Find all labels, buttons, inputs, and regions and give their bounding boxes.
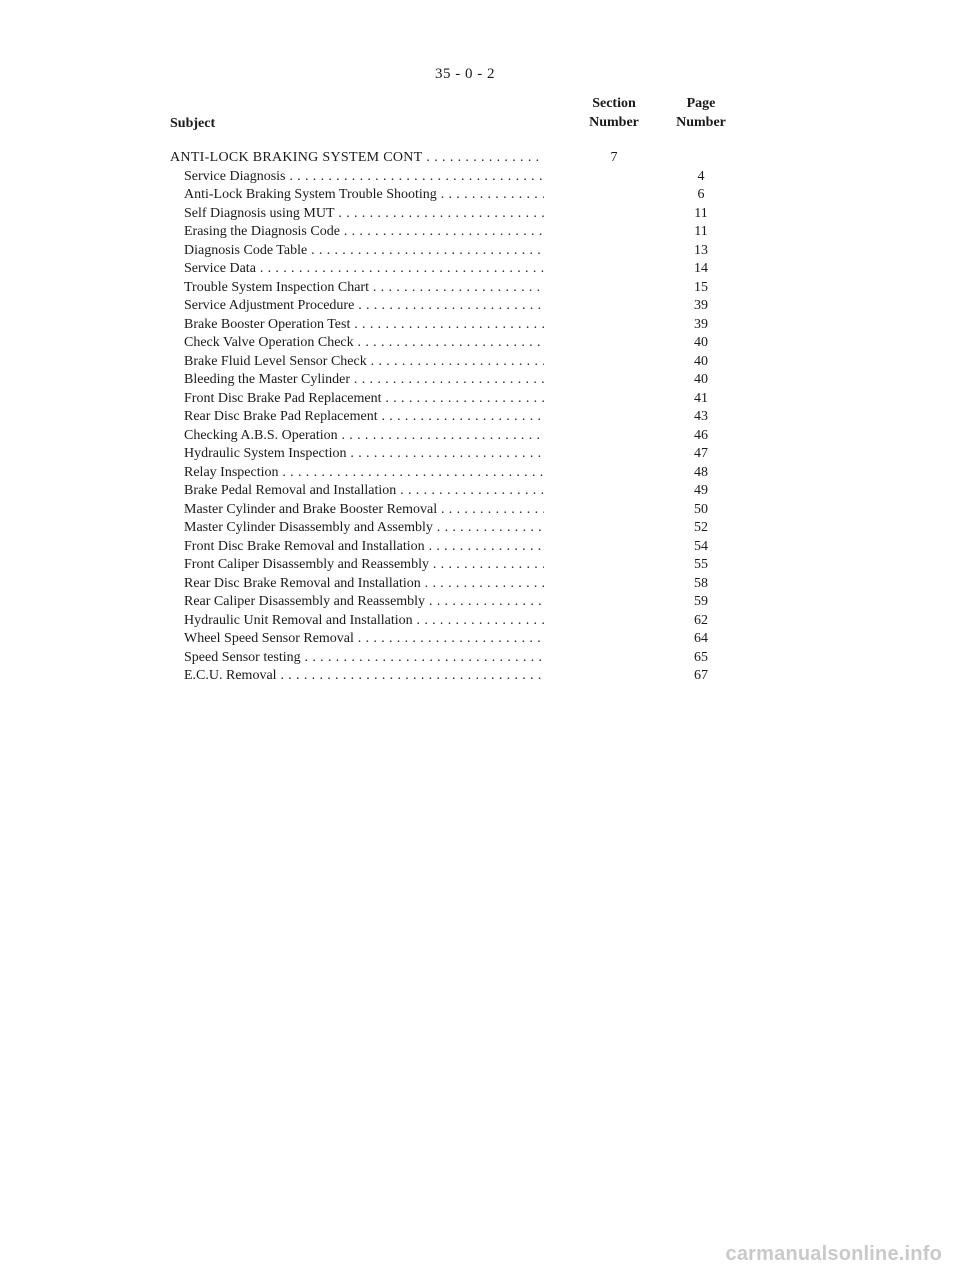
toc-row <box>0 612 960 631</box>
toc-page-number: 41 <box>694 390 708 406</box>
toc-entry-title: Front Caliper Disassembly and Reassembly . . . <box>184 556 544 575</box>
toc-page-number: 50 <box>694 501 708 517</box>
page-header-line-1: Page <box>686 96 716 111</box>
toc-row <box>0 334 960 353</box>
toc-entry-title: Master Cylinder Disassembly and Assembly . . . <box>184 519 544 538</box>
toc-page-number: 47 <box>694 446 708 461</box>
toc-page-number: 4 <box>697 168 705 184</box>
toc-row <box>0 223 960 242</box>
toc-entry-title: Brake Pedal Removal and Installation . . . <box>184 482 544 501</box>
toc-page-number: 15 <box>694 279 708 295</box>
toc-page-number: 14 <box>694 261 708 276</box>
toc-row <box>0 168 960 187</box>
toc-section-number: 7 <box>610 150 618 165</box>
toc-page-number: 39 <box>694 298 708 313</box>
toc-row <box>0 297 960 316</box>
toc-entry-title: Check Valve Operation Check . . . <box>184 334 544 353</box>
toc-page-number: 55 <box>694 557 708 572</box>
toc-entry-title: Trouble System Inspection Chart . . . <box>184 279 544 298</box>
toc-entry-title: Master Cylinder and Brake Booster Removal . . . <box>184 501 544 520</box>
section-header-line-2: Number <box>589 115 639 130</box>
toc-page-number: 64 <box>694 631 708 646</box>
toc-row <box>0 445 960 464</box>
toc-row <box>0 593 960 612</box>
toc-page-number: 59 <box>694 594 708 609</box>
toc-entry-title: Wheel Speed Sensor Removal . . . <box>184 630 544 649</box>
toc-row <box>0 630 960 649</box>
toc-entry-title: Speed Sensor testing . . . <box>184 649 544 668</box>
page-header-line-2: Number <box>676 115 726 130</box>
toc-row <box>0 353 960 372</box>
toc-entry-title: Anti-Lock Braking System Trouble Shooting . . . <box>184 186 544 205</box>
toc-row <box>0 242 960 261</box>
toc-page-number: 65 <box>694 649 708 665</box>
toc-row <box>0 649 960 668</box>
toc-entry-title: Front Disc Brake Pad Replacement . . . <box>184 390 544 409</box>
toc-page-number: 62 <box>694 612 708 628</box>
toc-entry-title: Hydraulic Unit Removal and Installation . . . <box>184 612 544 631</box>
toc-row <box>0 390 960 409</box>
toc-entry-title: Service Adjustment Procedure . . . <box>184 297 544 316</box>
toc-row <box>0 279 960 298</box>
toc-page-number: 40 <box>694 335 708 350</box>
watermark-text: carmanualsonline.info <box>725 1243 942 1265</box>
toc-entry-title: Brake Fluid Level Sensor Check . . . <box>184 353 544 372</box>
toc-page-number: 13 <box>694 242 708 258</box>
toc-page-number: 40 <box>694 353 708 369</box>
page-number: 35 - 0 - 2 <box>435 66 495 82</box>
toc-entry-title: Relay Inspection . . . <box>184 464 544 483</box>
toc-row <box>0 667 960 686</box>
toc-entry-title: ANTI-LOCK BRAKING SYSTEM CONT . . . <box>170 149 544 168</box>
toc-page-number: 11 <box>694 224 708 239</box>
toc-row <box>0 260 960 279</box>
toc-row <box>0 427 960 446</box>
toc-page-number: 39 <box>694 316 708 332</box>
toc-entry-title: Diagnosis Code Table . . . <box>184 242 544 261</box>
toc-row <box>0 316 960 335</box>
section-header-line-1: Section <box>592 96 636 111</box>
toc-entry-title: Erasing the Diagnosis Code . . . <box>184 223 544 242</box>
toc-entry-title: Rear Caliper Disassembly and Reassembly . . . <box>184 593 544 612</box>
toc-row <box>0 205 960 224</box>
toc-entry-title: Front Disc Brake Removal and Installation . . . <box>184 538 544 557</box>
subject-column-header: Subject <box>170 116 216 131</box>
toc-page-number: 6 <box>697 187 705 202</box>
toc-row <box>0 186 960 205</box>
table-of-contents <box>0 149 960 686</box>
toc-page-number: 54 <box>694 538 708 554</box>
toc-page-number: 43 <box>694 409 708 424</box>
toc-page-number: 11 <box>694 205 708 221</box>
toc-row <box>0 556 960 575</box>
toc-entry-title: Self Diagnosis using MUT . . . <box>184 205 544 224</box>
toc-entry-title: Bleeding the Master Cylinder . . . <box>184 371 544 390</box>
toc-page-number: 58 <box>694 575 708 591</box>
toc-row <box>0 464 960 483</box>
toc-entry-title: Service Diagnosis . . . <box>184 168 544 187</box>
toc-heading-row <box>0 149 960 168</box>
toc-page-number: 52 <box>694 520 708 535</box>
toc-entry-title: Hydraulic System Inspection . . . <box>184 445 544 464</box>
section-number-column-header <box>578 94 650 132</box>
toc-row <box>0 482 960 501</box>
toc-entry-title: Brake Booster Operation Test . . . <box>184 316 544 335</box>
toc-row <box>0 501 960 520</box>
toc-row <box>0 408 960 427</box>
toc-row <box>0 538 960 557</box>
toc-row <box>0 519 960 538</box>
toc-page-number: 67 <box>694 668 708 683</box>
toc-entry-title: Rear Disc Brake Removal and Installation . . . <box>184 575 544 594</box>
toc-entry-title: Service Data . . . <box>184 260 544 279</box>
toc-entry-title: Checking A.B.S. Operation . . . <box>184 427 544 446</box>
toc-page-number: 49 <box>694 483 708 498</box>
toc-row <box>0 371 960 390</box>
toc-row <box>0 575 960 594</box>
toc-entry-title: Rear Disc Brake Pad Replacement . . . <box>184 408 544 427</box>
toc-page-number: 40 <box>694 372 708 387</box>
page-number-column-header <box>666 94 736 132</box>
toc-entry-title: E.C.U. Removal . . . <box>184 667 544 686</box>
toc-page-number: 48 <box>694 464 708 480</box>
toc-page-number: 46 <box>694 427 708 443</box>
